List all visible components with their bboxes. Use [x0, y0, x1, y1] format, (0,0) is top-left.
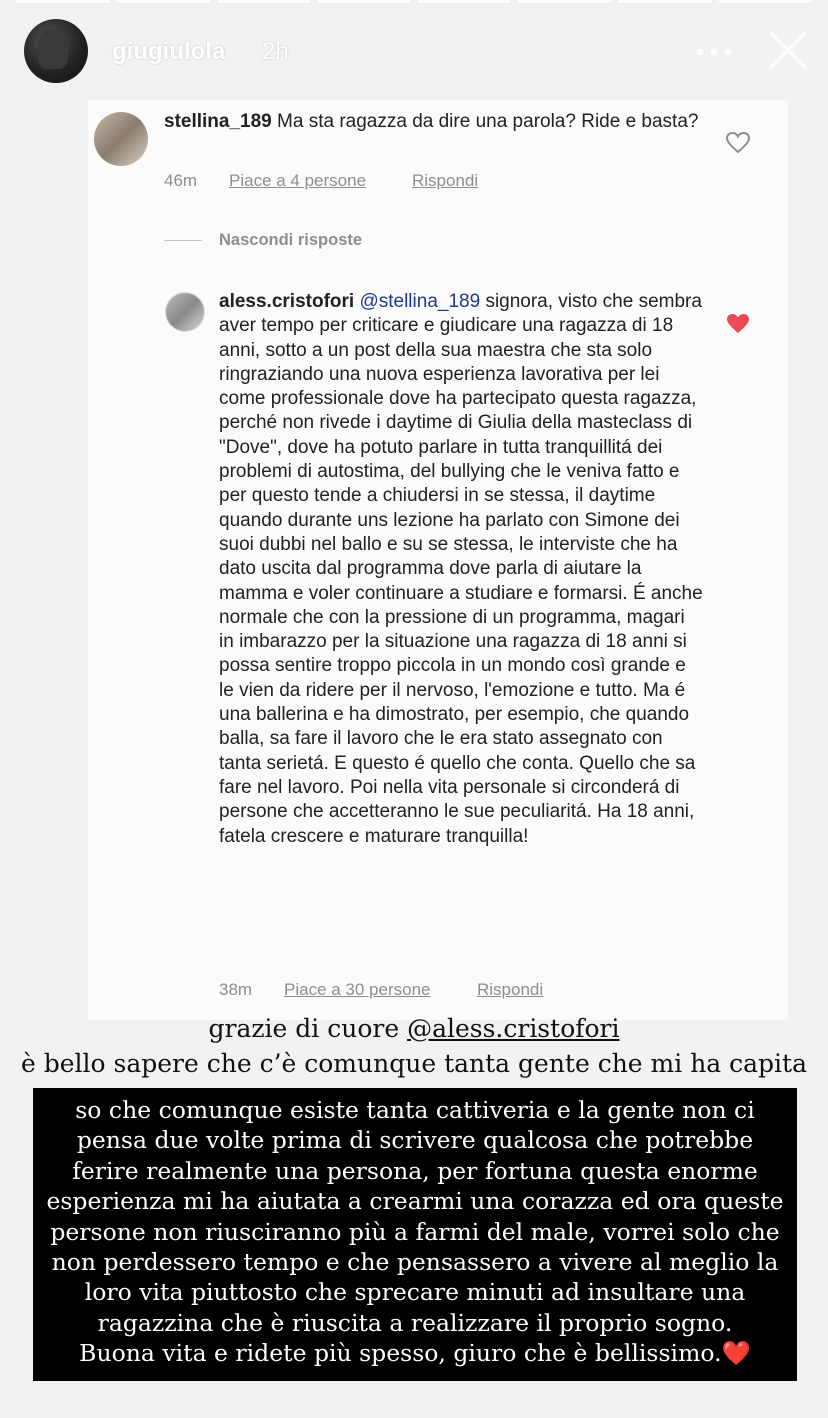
progress-segment	[517, 0, 611, 3]
reply-link[interactable]: Rispondi	[412, 171, 479, 190]
comment-text	[164, 110, 704, 134]
commenter-avatar[interactable]	[94, 112, 148, 166]
reply-age: 38m	[219, 980, 253, 999]
more-horizontal-icon[interactable]	[692, 30, 740, 78]
progress-segment	[16, 0, 110, 3]
divider	[164, 240, 202, 241]
reply-text	[219, 290, 704, 849]
close-icon[interactable]	[768, 30, 808, 70]
comment-username[interactable]: stellina_189	[164, 111, 272, 132]
story-progress-bar	[16, 0, 812, 4]
heart-filled-icon[interactable]	[726, 313, 750, 335]
comment-age: 46m	[164, 171, 198, 190]
story-message-body: so che comunque esiste tanta cattiveria e la gente non ci pensa due volte prima di scrivere qualcosa che potrebbe ferire realmente una persona, per fortuna questa enorme esperienza mi ha aiutata a crearmi una corazza ed ora queste persone non riusciranno più a farmi del male, vorrei solo che non perdessero tempo e che pensassero a vivere al meglio la loro vita piuttosto che sprecare minuti ad insultare una ragazzina che è riuscita a realizzare il proprio sogno.	[46, 1096, 784, 1337]
comment-body: Ma sta ragazza da dire una parola? Ride e basta?	[277, 111, 699, 132]
story-author-username[interactable]: giugiulola	[112, 38, 226, 65]
story-message	[40, 1095, 790, 1369]
reply-body: signora, visto che sembra aver tempo per criticare e giudicare una ragazza di 18 anni, sotto a un post della sua maestra che sta solo ringraziando una nuova esperienza lavorativa per lei come professionale dove ha partecipato questa ragazza, perché non rivede i daytime di Giulia della masteclass di "Dove", dove ha potuto parlare in tutta tranquillitá dei problemi di autostima, del bullying che le veniva fatto e per questo tende a chiudersi in se stessa, il daytime quando durante uns lezione ha parlato con Simone dei suoi dubbi nel ballo e su se stessa, le interviste che ha dato uscita dal programma dove parla di aiutare la mamma e voler continuare a studiare e formarsi. É anche normale che con la pressione di un programma, magari in imbarazzo per la situazione una ragazza di 18 anni si possa sentire troppo piccola in un mondo così grande e le vien da ridere per il nervoso, l'emozione e tutto. Ma é una ballerina e ha dimostrato, per esempio, che quando balla, sa fare il lavoro che le era stato assegnato con tanta serietá. E questo é quello che conta. Quello che sa fare nel lavoro. Poi nella vita personale si circonderá di persone che accetteranno le sue peculiaritá. Ha 18 anni, fatela crescere e maturare tranquilla!	[219, 291, 703, 847]
heart-outline-icon[interactable]	[726, 132, 750, 154]
reply-link[interactable]: Rispondi	[477, 980, 544, 999]
caption-mention[interactable]: @aless.cristofori	[407, 1014, 620, 1043]
mention-link[interactable]: @stellina_189	[359, 291, 481, 312]
reply-likes-link[interactable]: Piace a 30 persone	[284, 980, 431, 999]
progress-segment	[116, 0, 210, 3]
story-caption-line-2: è bello sapere che c’è comunque tanta gente che mi ha capita	[20, 1049, 808, 1078]
reply-username[interactable]: aless.cristofori	[219, 291, 355, 312]
story-timestamp: 2h	[262, 38, 289, 65]
progress-segment	[618, 0, 712, 3]
progress-segment	[217, 0, 311, 3]
red-heart-emoji: ❤️	[721, 1339, 751, 1368]
story-message-closing: Buona vita e ridete più spesso, giuro che è bellissimo.	[79, 1339, 722, 1368]
hide-replies-button[interactable]: Nascondi risposte	[219, 231, 363, 249]
reply-avatar[interactable]	[165, 292, 205, 332]
progress-segment	[718, 0, 812, 3]
story-author-avatar[interactable]	[24, 19, 88, 83]
story-caption-line-1: grazie di cuore @aless.cristofori	[208, 1014, 620, 1043]
progress-segment	[317, 0, 411, 3]
comment-likes-link[interactable]: Piace a 4 persone	[229, 171, 367, 190]
progress-segment	[417, 0, 511, 3]
